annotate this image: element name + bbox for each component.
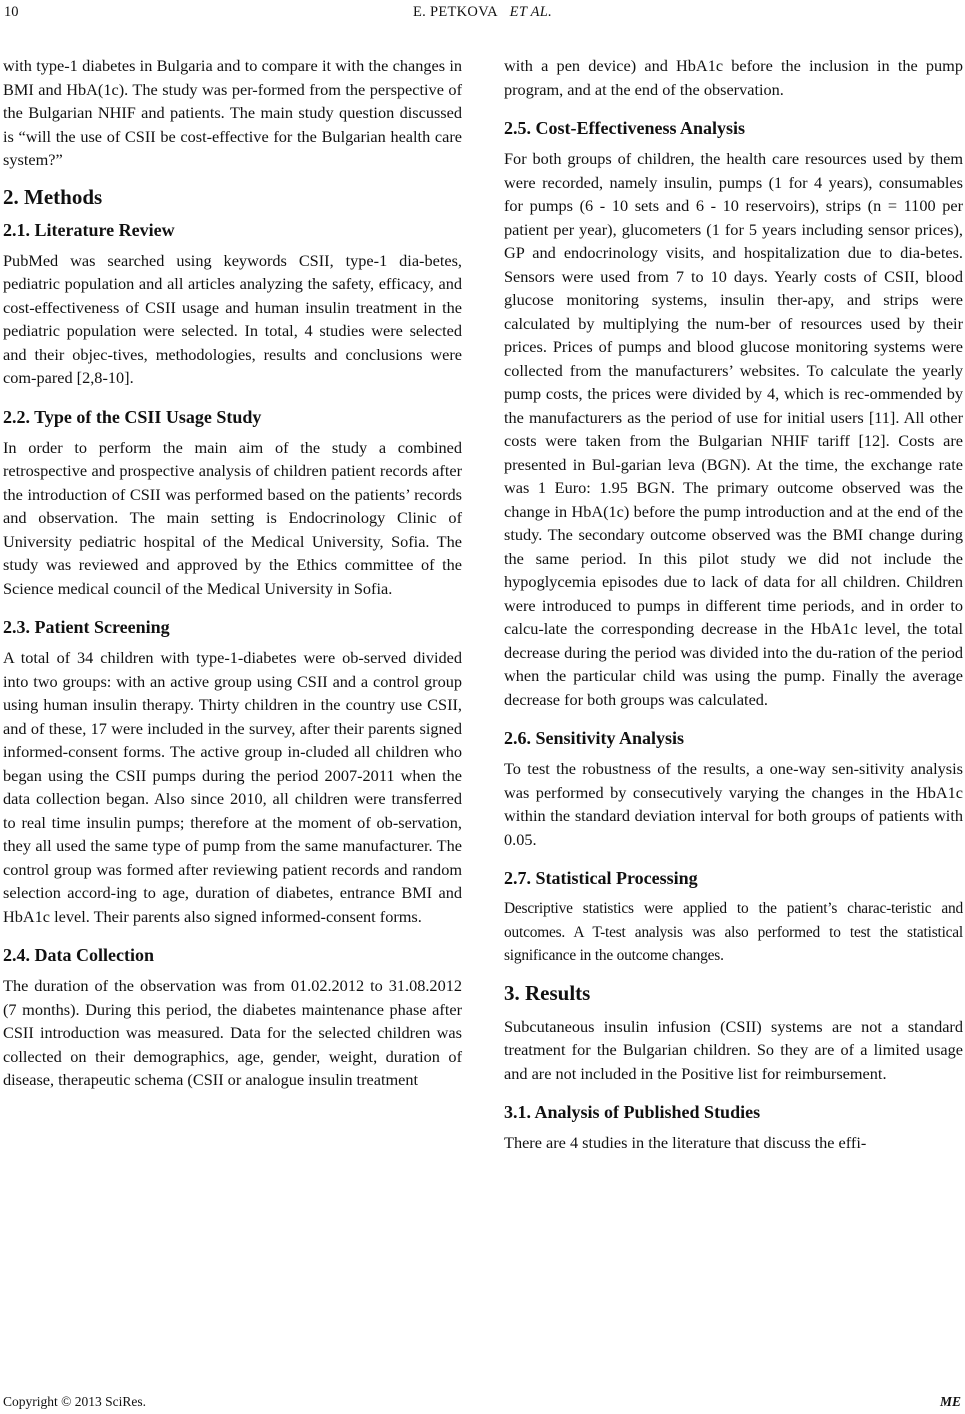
section-2-1-text: PubMed was searched using keywords CSII, type-1 dia-betes, pediatric population and all articles analyzing the safety, efficacy, and cost-effectiveness of CSII usage and human insulin treatment in the pediatric population were selected. In total, 4 studies were selected and their objec-tives, methodologies, results and conclusions were com-pared [2,8-10]. xyxy=(3,250,462,387)
page-footer xyxy=(0,1394,965,1414)
continued-paragraph: with a pen device) and HbA1c before the inclusion in the pump program, and at the end of the observation. xyxy=(504,56,963,99)
section-2-2-heading: 2.2. Type of the CSII Usage Study xyxy=(3,406,262,427)
section-2-7-heading: 2.7. Statistical Processing xyxy=(504,868,698,888)
results-heading: 3. Results xyxy=(504,980,591,1005)
section-2-2-text: In order to perform the main aim of the study a combined retrospective and prospective analysis of children patient records after the introduction of CSII was performed based on the patients’ records and observation. The main setting is Endocrinology Clinic of University pediatric hospital of the Medical University, Sofia. The study was reviewed and approved by the Ethics committee of the Science medical council of the Medical University in Sofia. xyxy=(3,437,462,598)
running-head-authors: E. PETKOVA xyxy=(412,4,498,20)
right-column xyxy=(504,54,963,1155)
section-2-4-heading: 2.4. Data Collection xyxy=(3,945,154,965)
section-2-3-text: A total of 34 children with type-1-diabetes were ob-served divided into two groups: with an active group using CSII and a control group using human insulin therapy. Thirty children in the country use CSII, and of these, 17 were included in the survey, after their parents signed informed-consent forms. The active group in-cluded all children who began using the CSII pumps during the period 2007-2011 when the data collection began. Also since 2010, all children were transferred to real time insulin pumps; therefore at the moment of ob-servation, they all used the same type of pump from the same manufacturer. The control group was formed after reviewing patient records and random selection accord-ing to age, duration of diabetes, entrance BMI and HbA1c level. Their parents also signed informed-consent forms. xyxy=(3,648,462,926)
section-2-4-text: The duration of the observation was from 01.02.2012 to 31.08.2012 (7 months). During this period, the diabetes maintenance phase after CSII introduction was measured. Data for the selected children was collected on their demographics, age, gender, weight, duration of disease, therapeutic schema (CSII or analogue insulin treatment xyxy=(3,976,462,1089)
section-3-1-text: There are 4 studies in the literature that discuss the effi- xyxy=(504,1133,867,1152)
page-number: 10 xyxy=(4,4,19,20)
intro-paragraph: with type-1 diabetes in Bulgaria and to compare it with the changes in BMI and HbA(1c). The study was per-formed from the perspective of the Bulgarian NHIF and patients. The main study question discussed is “will the use of CSII be cost-effective for the Bulgarian health care system?” xyxy=(3,56,462,169)
running-head xyxy=(0,4,965,21)
section-2-7-text: Descriptive statistics were applied to the patient’s charac-teristic and outcomes. A T-test analysis was also performed to test the statistical significance in the outcome changes. xyxy=(504,900,963,964)
section-2-3-heading: 2.3. Patient Screening xyxy=(3,617,170,637)
section-3-1-heading: 3.1. Analysis of Published Studies xyxy=(504,1102,761,1122)
left-column xyxy=(3,54,462,1092)
methods-heading: 2. Methods xyxy=(3,184,103,209)
section-2-6-heading: 2.6. Sensitivity Analysis xyxy=(504,728,685,748)
section-2-5-text: For both groups of children, the health care resources used by them were recorded, namely insulin, pumps (1 for 4 years), consumables for pumps (6 - 10 sets and 6 - 10 reservoirs), strips (n = 1100 per patient per year), glucometers (1 for 5 years including sensor prices), GP and endocrinology visits, and hospitalization due to dia-betes. Sensors were used from 7 to 10 days. Yearly costs of CSII, blood glucose monitoring systems, insulin ther-apy, and strips were calculated by multiplying the num-ber of resources used by their prices. Prices of pumps and blood glucose monitoring systems were collected from the manufacturers’ websites. To calculate the yearly pump costs, the prices were divided by 4, which is rec-ommended by the manufacturers as the period of use for initial users [11]. All other costs were taken from the Bulgarian NHIF tariff [12]. Costs are presented in Bul-garian leva (BGN). At the time, the exchange rate was 1 Euro: 1.95 BGN. The primary outcome observed was the change in HbA(1c) before the pump introduction and at the end of the study. The secondary outcome observed was the BMI change during the same period. In this pilot study we did not include the hypoglycemia episodes due to lack of data for all children. Children were introduced to pumps in different time periods, and in order to calcu-late the corresponding decrease in the HbA1c level, the total decrease during the period was divided into the du-ration of the period when the particular child was using the pump. Finally the average decrease for both groups was calculated. xyxy=(504,149,963,709)
running-head-et-al: ET AL. xyxy=(509,4,553,20)
results-text: Subcutaneous insulin infusion (CSII) systems are not a standard treatment for the Bulgarian children. So they are of a limited usage and are not included in the Positive list for reimbursement. xyxy=(504,1016,963,1083)
section-2-5-heading: 2.5. Cost-Effectiveness Analysis xyxy=(504,118,745,138)
page-header xyxy=(0,4,965,26)
section-2-1-heading: 2.1. Literature Review xyxy=(3,219,175,240)
copyright-notice: Copyright © 2013 SciRes. xyxy=(3,1394,147,1409)
section-2-6-text: To test the robustness of the results, a one-way sen-sitivity analysis was performed by consecutively varying the changes in the HbA1c within the standard deviation interval for both groups of patients with 0.05. xyxy=(504,759,963,849)
journal-abbrev: ME xyxy=(939,1394,961,1409)
